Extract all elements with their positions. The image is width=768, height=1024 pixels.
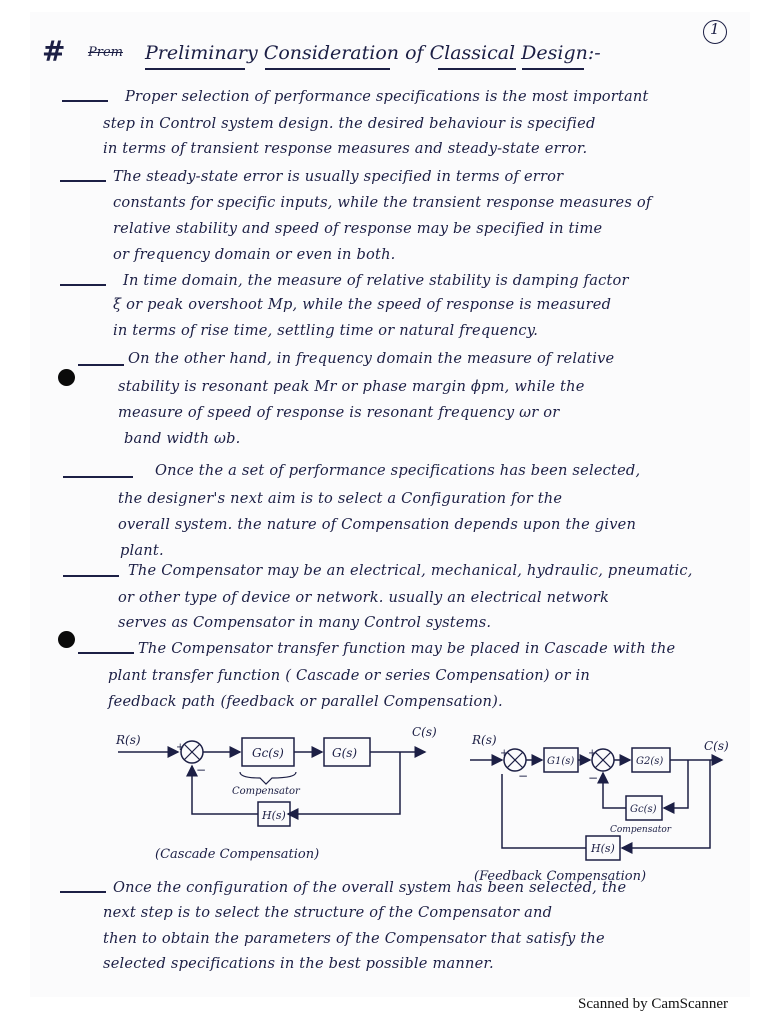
paragraph-7-line-3: feedback path (feedback or parallel Compensation).	[108, 693, 503, 710]
paragraph-4-line-2: stability is resonant peak Mr or phase margin ϕpm, while the	[118, 378, 585, 395]
title-underline-3	[438, 68, 516, 70]
cascade-gc-label: Gc(s)	[252, 746, 284, 760]
paragraph-3-line-2: ξ or peak overshoot Mp, while the speed of response is measured	[113, 296, 612, 313]
paragraph-dash	[60, 891, 106, 893]
feedback-caption: (Feedback Compensation)	[474, 869, 647, 884]
feedback-h-label: H(s)	[591, 842, 615, 855]
paragraph-dash	[63, 575, 119, 577]
paragraph-5-line-1: Once the a set of performance specifications has been selected,	[155, 462, 641, 479]
paragraph-2-line-1: The steady-state error is usually specified in terms of error	[113, 168, 564, 185]
paragraph-8-line-2: next step is to select the structure of the Compensator and	[103, 904, 553, 921]
feedback-g1-label: G1(s)	[547, 756, 575, 767]
bullet-dot	[58, 369, 75, 386]
page-title: Preliminary Consideration of Classical Design:-	[145, 42, 601, 64]
paragraph-2-line-3: relative stability and speed of response may be specified in time	[113, 220, 603, 237]
paragraph-6-line-3: serves as Compensator in many Control systems.	[118, 614, 492, 631]
paragraph-dash	[78, 364, 124, 366]
page-number: 1	[710, 20, 720, 38]
paragraph-6-line-1: The Compensator may be an electrical, mechanical, hydraulic, pneumatic,	[128, 562, 693, 579]
paragraph-dash	[60, 284, 106, 286]
paragraph-5-line-3: overall system. the nature of Compensation depends upon the given	[118, 516, 637, 533]
cascade-minus-sign: −	[196, 763, 207, 777]
feedback-minor-loop-path	[664, 760, 688, 808]
cascade-compensation-diagram	[110, 722, 440, 872]
paragraph-1-line-1: Proper selection of performance specifications is the most important	[125, 88, 649, 105]
paragraph-4-line-4: band width ωb.	[124, 430, 241, 447]
cascade-caption: (Cascade Compensation)	[155, 847, 320, 862]
scanner-watermark: Scanned by CamScanner	[578, 996, 728, 1012]
paragraph-dash	[78, 652, 134, 654]
feedback-plus-sign-2: +	[588, 748, 597, 759]
feedback-input-label: R(s)	[472, 733, 497, 747]
cascade-output-label: C(s)	[412, 725, 437, 739]
title-underline-4	[522, 68, 584, 70]
paragraph-7-line-2: plant transfer function ( Cascade or series Compensation) or in	[108, 667, 591, 684]
cascade-h-label: H(s)	[262, 809, 286, 822]
feedback-compensation-diagram	[460, 722, 740, 892]
cascade-input-label: R(s)	[116, 733, 141, 747]
paragraph-8-line-4: selected specifications in the best possible manner.	[103, 955, 494, 972]
paragraph-dash	[60, 180, 106, 182]
feedback-minus-sign-1: −	[518, 769, 529, 783]
paragraph-4-line-3: measure of speed of response is resonant frequency ωr or	[118, 404, 560, 421]
paragraph-2-line-4: or frequency domain or even in both.	[113, 246, 396, 263]
bullet-dot	[58, 631, 75, 648]
cascade-feedback-path	[288, 752, 400, 814]
paragraph-1-line-3: in terms of transient response measures and steady-state error.	[103, 140, 588, 157]
paragraph-7-line-1: The Compensator transfer function may be placed in Cascade with the	[138, 640, 676, 657]
feedback-output-label: C(s)	[704, 739, 729, 753]
paragraph-5-line-2: the designer's next aim is to select a Configuration for the	[118, 490, 563, 507]
feedback-g2-label: G2(s)	[636, 756, 664, 767]
cascade-g-label: G(s)	[332, 746, 358, 760]
paragraph-dash	[62, 100, 108, 102]
paragraph-8-line-1: Once the configuration of the overall system has been selected, the	[113, 879, 627, 896]
heading-struck-word: Prem	[88, 45, 123, 60]
paragraph-4-line-1: On the other hand, in frequency domain the measure of relative	[128, 350, 615, 367]
feedback-major-loop-return	[502, 774, 586, 848]
cascade-compensator-brace	[240, 772, 296, 784]
paragraph-1-line-2: step in Control system design. the desired behaviour is specified	[103, 115, 596, 132]
feedback-plus-sign-1: +	[500, 748, 509, 759]
cascade-plus-sign: +	[176, 742, 185, 753]
paragraph-dash	[63, 476, 133, 478]
paragraph-3-line-1: In time domain, the measure of relative stability is damping factor	[123, 272, 629, 289]
paragraph-3-line-3: in terms of rise time, settling time or natural frequency.	[113, 322, 539, 339]
title-underline-2	[265, 68, 390, 70]
paragraph-6-line-2: or other type of device or network. usually an electrical network	[118, 589, 610, 606]
paragraph-8-line-3: then to obtain the parameters of the Compensator that satisfy the	[103, 930, 605, 947]
feedback-compensator-label: Compensator	[610, 825, 672, 835]
feedback-minus-sign-2: −	[588, 771, 599, 785]
paragraph-5-line-4: plant.	[120, 542, 164, 559]
paragraph-2-line-2: constants for specific inputs, while the transient response measures of	[113, 194, 652, 211]
feedback-minor-loop-return	[603, 773, 626, 808]
cascade-compensator-label: Compensator	[232, 786, 300, 797]
heading-hash: #	[42, 35, 66, 68]
feedback-gc-label: Gc(s)	[630, 804, 657, 815]
title-underline-1	[145, 68, 245, 70]
